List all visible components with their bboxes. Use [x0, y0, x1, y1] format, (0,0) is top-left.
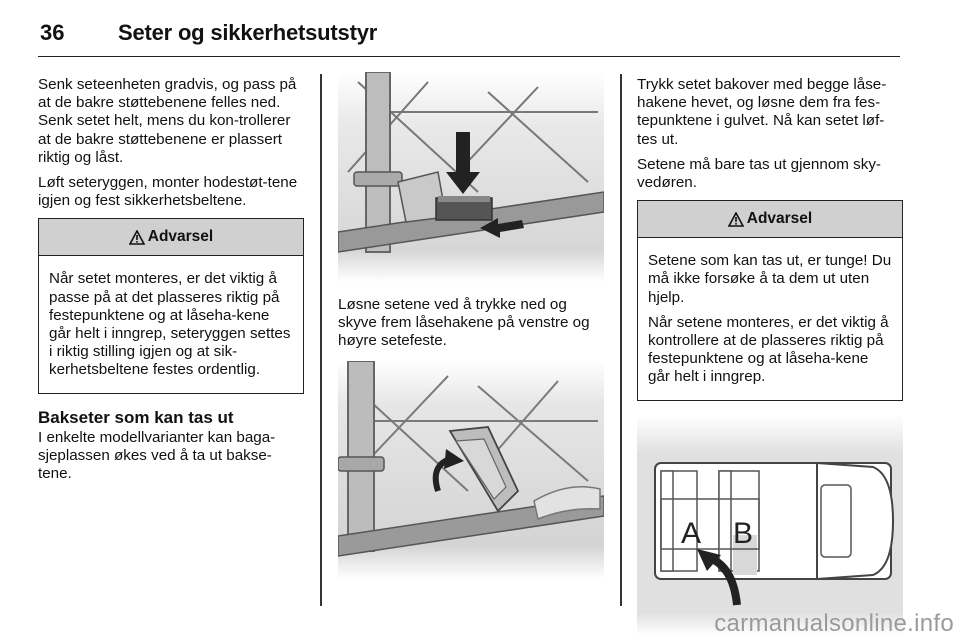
page-header	[38, 14, 900, 57]
warning-body	[638, 238, 902, 399]
page-title: Seter og sikkerhetsutstyr	[118, 20, 378, 45]
paragraph: Setene må bare tas ut gjennom sky-vedøren.	[637, 155, 881, 192]
seat-label-a: A	[680, 516, 702, 550]
image-caption: Løsne setene ved å trykke ned og skyve frem låsehakene på venstre og høyre setefeste.	[338, 296, 590, 350]
warning-text: Når setene monteres, er det viktig å kontrollere at de plasseres riktig på festepunktene og at låseha-kene går helt i inngrep.	[648, 313, 889, 386]
seat-lock-illustration-2	[338, 361, 604, 579]
warning-header	[638, 201, 902, 238]
page-number: 36	[40, 20, 65, 45]
section-heading: Bakseter som kan tas ut	[38, 407, 234, 427]
warning-triangle-icon	[129, 230, 145, 245]
warning-text: Setene som kan tas ut, er tunge! Du må ikke forsøke å ta dem ut uten hjelp.	[648, 252, 892, 306]
warning-box	[38, 218, 304, 393]
paragraph: Løft seteryggen, monter hodestøt-tene igjen og fest sikkerhetsbeltene.	[38, 174, 298, 210]
column-left	[38, 76, 304, 490]
warning-box	[637, 200, 903, 400]
column-divider	[320, 74, 322, 606]
column-middle	[338, 76, 604, 579]
warning-title: Advarsel	[746, 210, 813, 228]
paragraph: I enkelte modellvarianter kan baga-sjeplassen økes ved å ta ut bakse-tene.	[38, 428, 276, 483]
column-divider	[620, 74, 622, 606]
van-seat-diagram	[637, 415, 903, 635]
paragraph: Senk seteenheten gradvis, og pass på at de bakre støttebenene felles ned. Senk setet helt, mens du kon-trollerer at de bakre støttebenene er plassert riktig og låst.	[38, 76, 297, 166]
column-right	[637, 76, 903, 635]
seat-label-b: B	[732, 516, 754, 550]
warning-triangle-icon	[728, 212, 744, 227]
warning-text: Når setet monteres, er det viktig å passe på at det plasseres riktig på festepunktene og at låseha-kene går helt i inngrep, seteryggen settes i riktig stilling igjen og at sik-kerhetsbeltene festes ordentlig.	[49, 270, 291, 379]
seat-lock-illustration-1	[338, 72, 604, 282]
paragraph: Trykk setet bakover med begge låse-hakene hevet, og løsne dem fra fes-tepunktene i gulvet. Nå kan setet løf-tes ut.	[637, 76, 887, 148]
watermark: carmanualsonline.info	[714, 610, 954, 637]
warning-title: Advarsel	[147, 228, 214, 246]
warning-header	[39, 219, 303, 256]
warning-body	[39, 256, 303, 392]
